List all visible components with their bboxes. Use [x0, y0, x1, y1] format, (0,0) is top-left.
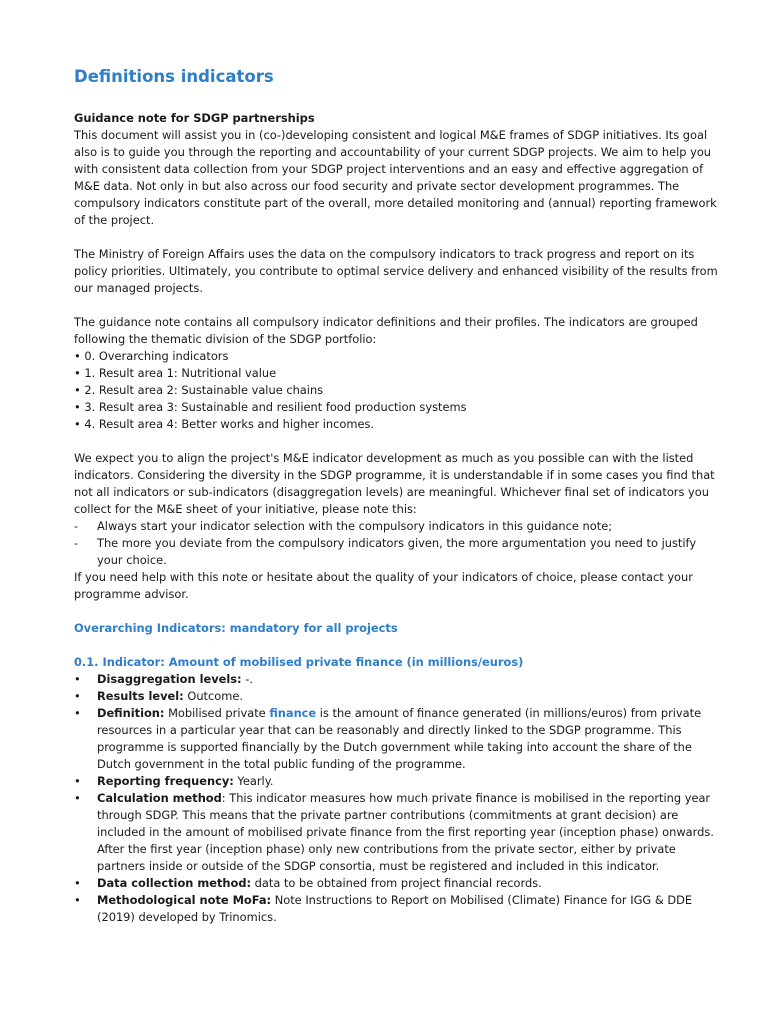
methodological-note-item: [74, 892, 724, 926]
guidance-dash-text: Always start your indicator selection with the compulsory indicators in this guidance note;: [97, 519, 613, 533]
bullet-marker: •: [74, 893, 81, 907]
page-title: Definitions indicators: [74, 67, 274, 86]
reporting-frequency-label: Reporting frequency:: [97, 774, 234, 788]
calculation-method-text: : This indicator measures how much private finance is mobilised in the reporting year through SDGP. This means that the private partner contributions (commitments at grant decision) are included in the amount of mobilised private finance from the first reporting year (inception phase) onwards. After the first year (inception phase) only new contributions from the private sector, either by private partners inside or outside of the SDGP consortia, must be registered and included in this indicator.: [97, 791, 714, 873]
intro-paragraph-4: We expect you to align the project's M&E indicator development as much as you possible can with the listed indicators. Considering the diversity in the SDGP programme, it is understandable if in some cases you find that not all indicators or sub-indicators (disaggregation levels) are meaningful. Whichever final set of indicators you collect for the M&E sheet of your initiative, please note this:: [74, 451, 715, 516]
indicator-title: 0.1. Indicator: Amount of mobilised private finance (in millions/euros): [74, 655, 524, 669]
bullet-marker: •: [74, 672, 81, 686]
methodological-note-text: Note Instructions to Report on Mobilised (Climate) Finance for IGG & DDE (2019) developed by Trinomics.: [97, 893, 693, 924]
methodological-note-label: Methodological note MoFa:: [97, 893, 272, 907]
intro-paragraph-2: The Ministry of Foreign Affairs uses the data on the compulsory indicators to track progress and report on its policy priorities. Ultimately, you contribute to optimal service delivery and enhanced visibility of the results from our managed projects.: [74, 247, 718, 295]
data-collection-item: [74, 875, 724, 892]
dash-marker: -: [74, 519, 79, 533]
guidance-dash-item: [74, 518, 724, 535]
definition-text-before: Mobilised private: [164, 706, 270, 720]
bullet-marker: •: [74, 706, 81, 720]
disaggregation-text: -.: [241, 672, 253, 686]
definition-item: [74, 705, 724, 773]
results-level-label: Results level:: [97, 689, 184, 703]
guidance-dash-list: [74, 518, 724, 569]
result-area-item: • 3. Result area 3: Sustainable and resilient food production systems: [74, 400, 467, 414]
bullet-marker: •: [74, 876, 81, 890]
result-area-item: • 2. Result area 2: Sustainable value chains: [74, 383, 324, 397]
calculation-method-item: [74, 790, 724, 875]
results-level-text: Outcome.: [183, 689, 243, 703]
calculation-method-label: Calculation method: [97, 791, 222, 805]
finance-link[interactable]: finance: [269, 706, 317, 720]
intro-paragraph-1: This document will assist you in (co-)developing consistent and logical M&E frames of SDGP initiatives. Its goal also is to guide you through the reporting and accountability of your current SDGP projects. We aim to help you with consistent data collection from your SDGP project interventions and an easy and effective aggregation of M&E data. Not only in but also across our food security and private sector development programmes. The compulsory indicators constitute part of the overall, more detailed monitoring and (annual) reporting framework of the project.: [74, 128, 717, 227]
definition-label: Definition:: [97, 706, 165, 720]
data-collection-label: Data collection method:: [97, 876, 252, 890]
bullet-marker: •: [74, 791, 81, 805]
bullet-marker: •: [74, 689, 81, 703]
overarching-heading: Overarching Indicators: mandatory for all projects: [74, 621, 398, 635]
intro-paragraph-5: If you need help with this note or hesitate about the quality of your indicators of choice, please contact your programme advisor.: [74, 570, 693, 601]
bullet-marker: •: [74, 774, 81, 788]
document-body: [74, 66, 724, 926]
result-area-item: • 4. Result area 4: Better works and higher incomes.: [74, 417, 375, 431]
disaggregation-item: [74, 671, 724, 688]
result-area-item: • 0. Overarching indicators: [74, 349, 229, 363]
reporting-frequency-text: Yearly.: [233, 774, 274, 788]
data-collection-text: data to be obtained from project financial records.: [251, 876, 542, 890]
result-area-list: [74, 348, 724, 433]
dash-marker: -: [74, 536, 79, 550]
results-level-item: [74, 688, 724, 705]
guidance-dash-item: [74, 535, 724, 569]
definition-text-after: is the amount of finance generated (in millions/euros) from private resources in a particular year that can be reasonably and directly linked to the SDGP programme. This programme is supported financially by the Dutch government while taking into account the share of the Dutch government in the total public funding of the programme.: [97, 706, 702, 771]
intro-paragraph-3: The guidance note contains all compulsory indicator definitions and their profiles. The indicators are grouped following the thematic division of the SDGP portfolio:: [74, 315, 698, 346]
disaggregation-label: Disaggregation levels:: [97, 672, 242, 686]
guidance-dash-text: The more you deviate from the compulsory indicators given, the more argumentation you need to justify your choice.: [97, 536, 697, 567]
result-area-item: • 1. Result area 1: Nutritional value: [74, 366, 277, 380]
indicator-profile-list: [74, 671, 724, 926]
intro-heading: Guidance note for SDGP partnerships: [74, 111, 315, 125]
reporting-frequency-item: [74, 773, 724, 790]
